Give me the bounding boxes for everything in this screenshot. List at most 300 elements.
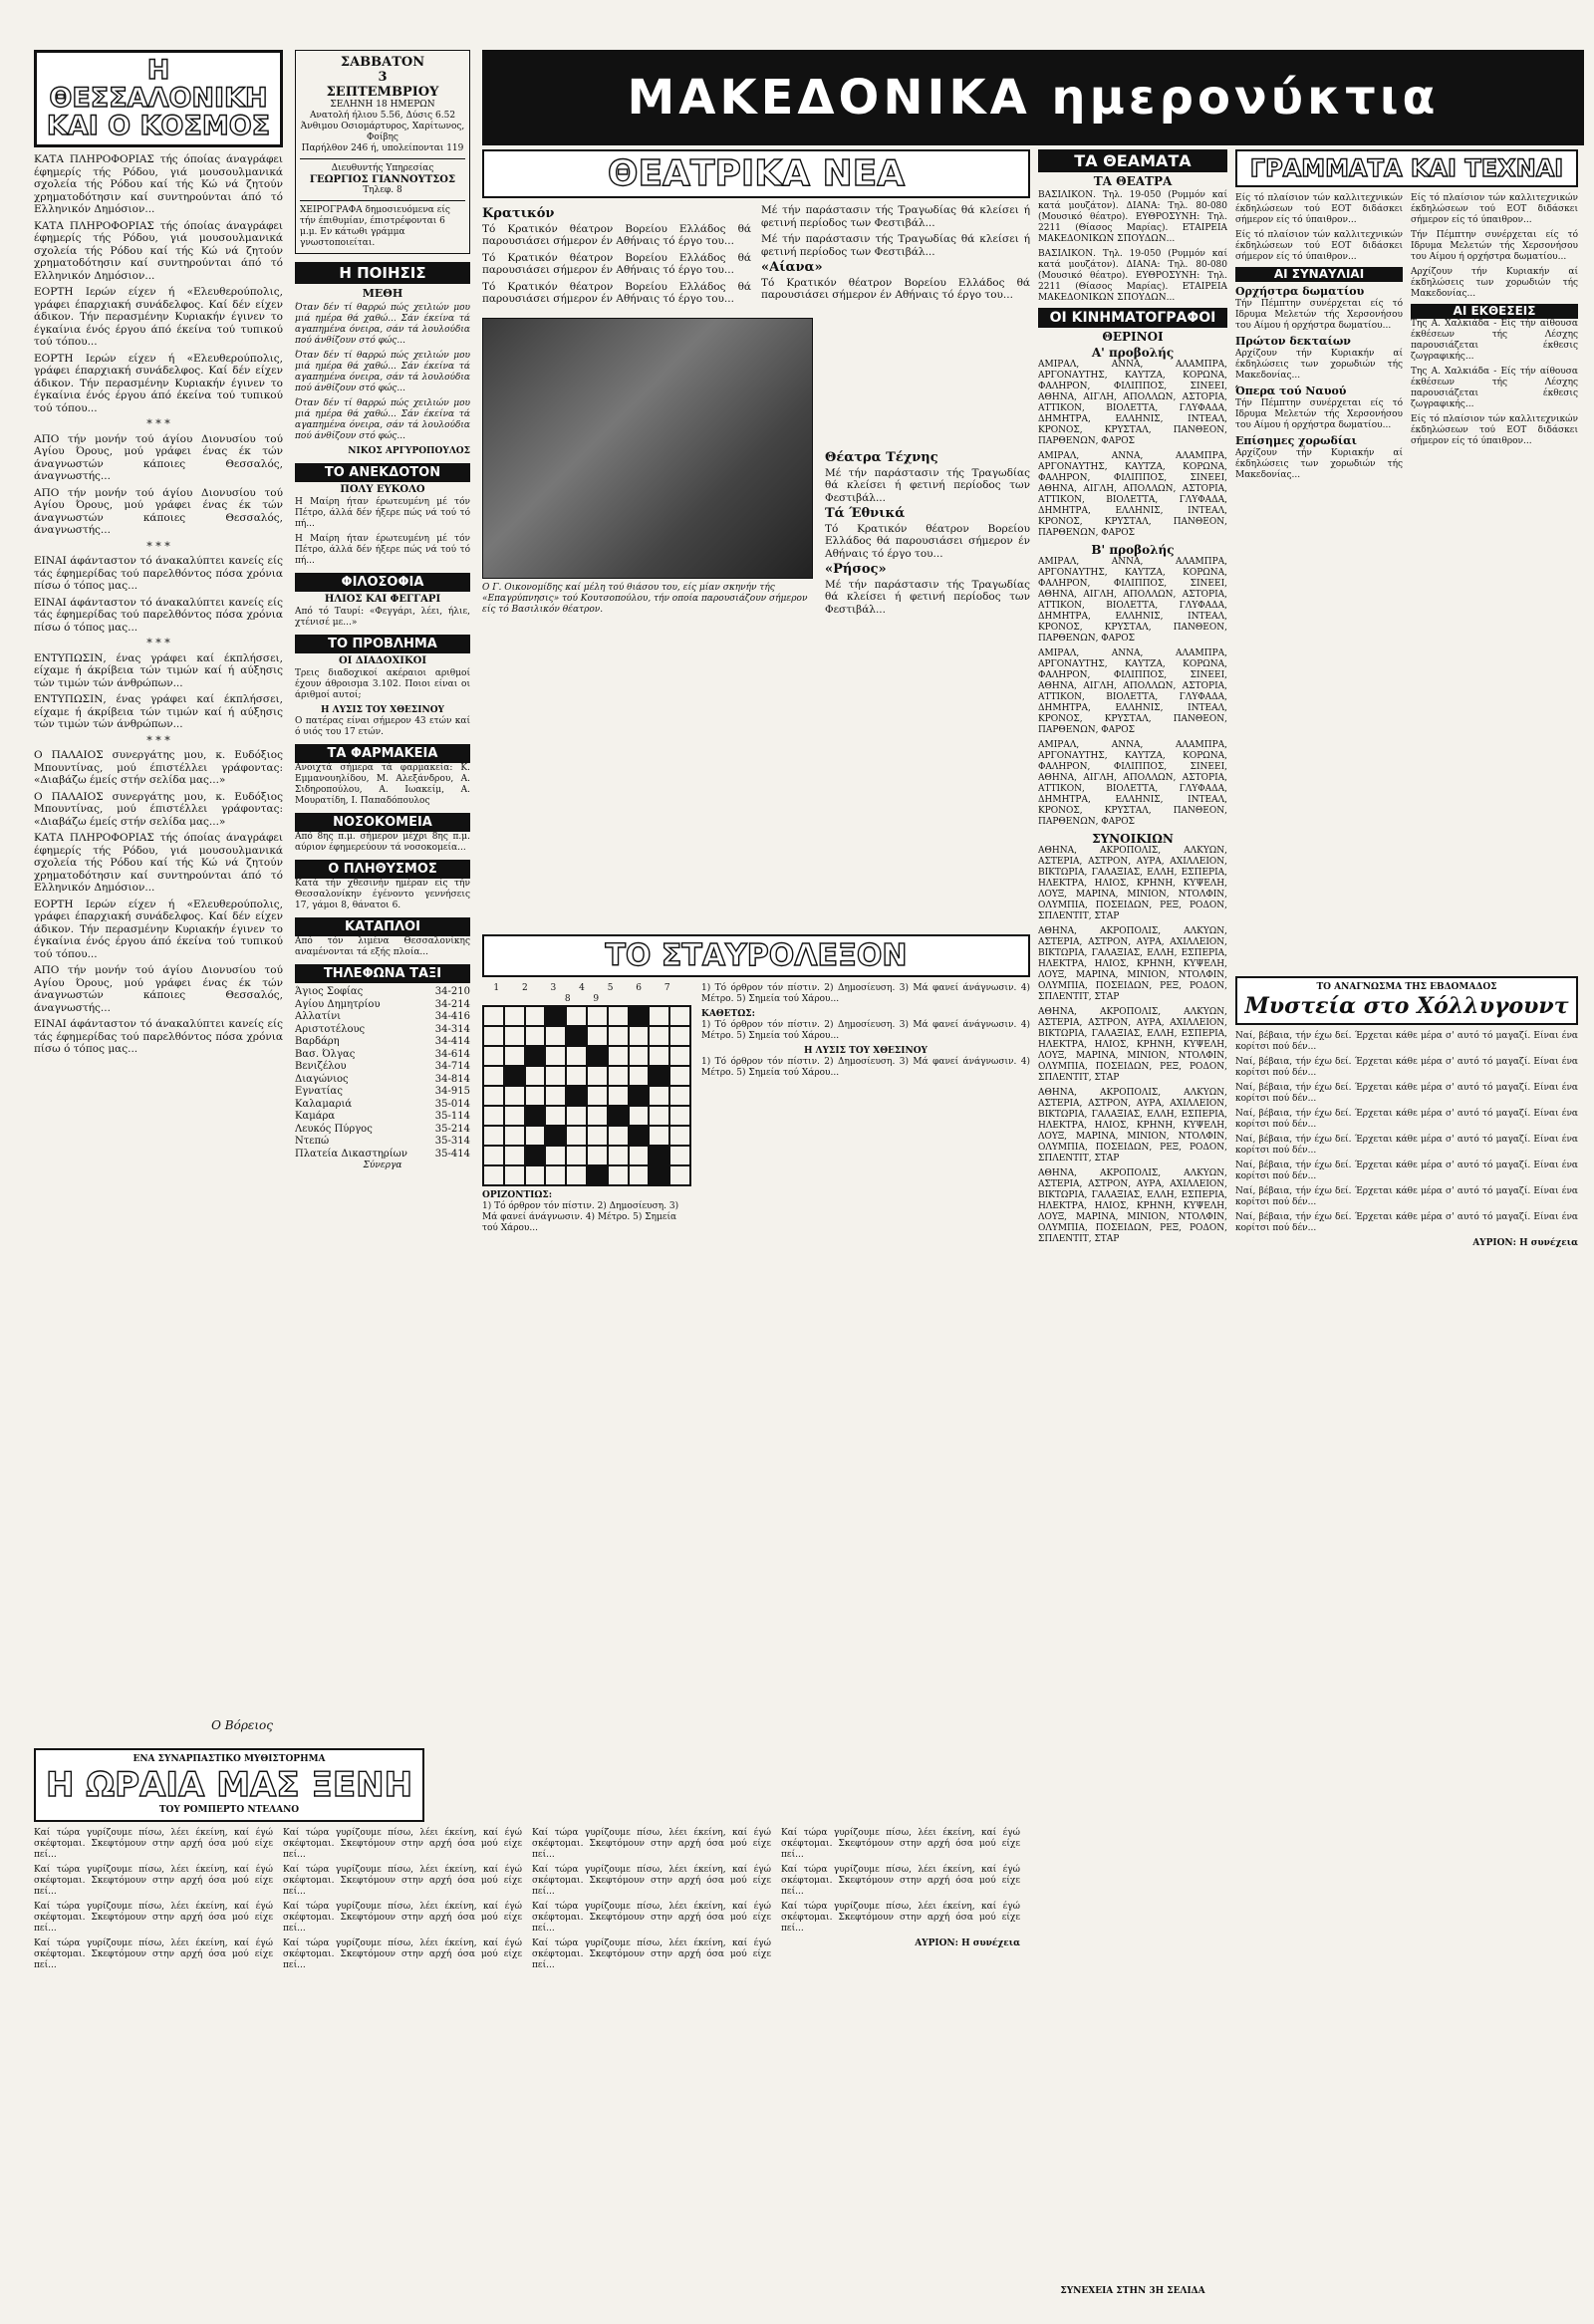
crossword-cell[interactable] bbox=[587, 1006, 608, 1026]
crossword-cell[interactable] bbox=[566, 1066, 587, 1086]
neighbourhoods-list: ΑΘΗΝΑ, ΑΚΡΟΠΟΛΙΣ, ΑΛΚΥΩΝ, ΑΣΤΕΡΙΑ, ΑΣΤΡΟΝ, ΑΥΡΑ, ΑΧΙΛΛΕΙΟΝ, ΒΙΚΤΩΡΙΑ, ΓΑΛΑΞΙΑΣ, ΕΛΛΗ, ΕΣΠΕΡΙΑ, ΗΛΕΚΤΡΑ, ΗΛΙΟΣ, ΚΡΗΝΗ, ΚΥΨΕΛΗ, ΛΟΥΞ, ΜΑΡΙΝΑ, ΜΙΝΙΟΝ, ΝΤΟΛΦΙΝ, ΟΛΥΜΠΙΑ, ΠΟΣΕΙΔΩΝ, ΡΕΞ, ΡΟΔΟΝ, ΣΠΛΕΝΤΙΤ, ΣΤΑΡ bbox=[1038, 926, 1227, 1002]
taxi-phone: 34-915 bbox=[434, 1086, 470, 1097]
taxi-row bbox=[295, 1049, 470, 1062]
continued-note: ΣΥΝΕΧΕΙΑ ΣΤΗΝ 3Η ΣΕΛΙΔΑ bbox=[1060, 2286, 1205, 2296]
pharmacies-text: Ανοιχτά σήμερα τά φαρμακεία: Κ. Εμμανουηλίδου, Μ. Αλεξάνδρου, Α. Σιδηροπούλου, Α. Ιωακείμ, Α. Μουρατίδη, Ι. Παπαδόπουλος bbox=[295, 763, 470, 806]
crossword-cell[interactable] bbox=[629, 1146, 650, 1165]
taxi-phone: 35-314 bbox=[434, 1136, 470, 1147]
crossword-cell[interactable] bbox=[504, 1106, 525, 1126]
crossword-cell[interactable] bbox=[545, 1046, 566, 1066]
cinemas-list: ΑΜΙΡΑΛ, ΑΝΝΑ, ΑΛΑΜΠΡΑ, ΑΡΓΟΝΑΥΤΗΣ, ΚΑΥΤΖΑ, ΚΟΡΩΝΑ, ΦΑΛΗΡΟΝ, ΦΙΛΙΠΠΟΣ, ΣΙΝΕΕΙ, ΑΘΗΝΑ, ΑΙΓΛΗ, ΑΠΟΛΛΩΝ, ΑΣΤΟΡΙΑ, ΑΤΤΙΚΟΝ, ΒΙΟΛΕΤΤΑ, ΓΛΥΦΑΔΑ, ΔΗΜΗΤΡΑ, ΕΛΛΗΝΙΣ, ΙΝΤΕΑΛ, ΚΡΟΝΟΣ, ΚΡΥΣΤΑΛ, ΠΑΝΘΕΟΝ, ΠΑΡΘΕΝΩΝ, ΦΑΡΟΣ bbox=[1038, 648, 1227, 735]
article-paragraph: ΕΟΡΤΗ Ιερών είχεν ή «Ελευθερούπολις, γράφει έπαρχιακή συνάδελφος. Καί δέν είχεν άδικον. Τήν περασμένην Κυριακήν έγινεν το έγκαίνια ένός έργου άπό έκείνα τού τυπικού τού τόπου... bbox=[34, 898, 283, 960]
problem-text: Τρεις διαδοχικοί ακέραιοι αριθμοί έχουν άθροισμα 3.102. Ποιοι είναι οι άριθμοί αυτοί; bbox=[295, 668, 470, 700]
section-title: Ο ΠΛΗΘΥΣΜΟΣ bbox=[295, 860, 470, 879]
taxi-stand: Αλλατίνι bbox=[295, 1011, 342, 1022]
section-subtitle: ΣΥΝΟΙΚΙΩΝ bbox=[1092, 832, 1174, 846]
theatre-section bbox=[482, 149, 1030, 926]
crossword-cell[interactable] bbox=[566, 1146, 587, 1165]
article-paragraph: Είς τό πλαίσιον τών καλλιτεχνικών έκδηλώσεων τού ΕΟΤ διδάσκει σήμερον είς τό ύπαιθρον... bbox=[1235, 230, 1403, 262]
date-day: ΣΑΒΒΑΤΟΝ bbox=[340, 55, 425, 70]
column-title bbox=[34, 50, 283, 147]
taxi-phone: 34-614 bbox=[434, 1048, 470, 1060]
article-paragraph: ΕΙΝΑΙ άφάνταστον τό άνακαλύπτει κανείς είς τάς έφημερίδας τού παρελθόντος πόσα χρόνια πίσω ό τόπος μας... bbox=[34, 1018, 283, 1055]
article-paragraph: Ο ΠΑΛΑΙΟΣ συνεργάτης μου, κ. Ευδόξιος Μπουντίνας, μού έπιστέλλει γράφοντας: «Διαβάζω έμείς στήν σελίδα μας...» bbox=[34, 790, 283, 828]
signature: Ο Βόρειος bbox=[211, 1718, 273, 1732]
crossword-cell[interactable] bbox=[629, 1165, 650, 1185]
phone-number: Τηλεφ. 8 bbox=[363, 185, 402, 195]
crossword-section bbox=[482, 934, 1030, 1243]
solution-label: Η ΛΥΣΙΣ ΤΟΥ ΧΘΕΣΙΝΟΥ bbox=[804, 1046, 928, 1056]
cinemas-list: ΑΜΙΡΑΛ, ΑΝΝΑ, ΑΛΑΜΠΡΑ, ΑΡΓΟΝΑΥΤΗΣ, ΚΑΥΤΖΑ, ΚΟΡΩΝΑ, ΦΑΛΗΡΟΝ, ΦΙΛΙΠΠΟΣ, ΣΙΝΕΕΙ, ΑΘΗΝΑ, ΑΙΓΛΗ, ΑΠΟΛΛΩΝ, ΑΣΤΟΡΙΑ, ΑΤΤΙΚΟΝ, ΒΙΟΛΕΤΤΑ, ΓΛΥΦΑΔΑ, ΔΗΜΗΤΡΑ, ΕΛΛΗΝΙΣ, ΙΝΤΕΑΛ, ΚΡΟΝΟΣ, ΚΡΥΣΤΑΛ, ΠΑΝΘΕΟΝ, ΠΑΡΘΕΝΩΝ, ΦΑΡΟΣ bbox=[1038, 360, 1227, 446]
taxi-phone: 34-214 bbox=[434, 998, 470, 1010]
crossword-clues: 1) Τό όρθρον τόν πίστιν. 2) Δημοσίευση. 3) Μά φανεί άνάγνωσιν. 4) Μέτρο. 5) Σημεία τού Χάρου... bbox=[701, 983, 1030, 1004]
taxi-list bbox=[295, 986, 470, 1161]
population-text: Κατά τήν χθεσινήν ημέραν είς τήν Θεσσαλονίκην έγένοντο γεννήσεις 17, γάμοι 8, θάνατοι 6. bbox=[295, 879, 470, 910]
banner bbox=[482, 50, 1584, 145]
subheading: Πρώτον δεκταίων bbox=[1235, 335, 1351, 348]
serial-author: ΤΟΥ ΡΟΜΠΕΡΤΟ ΝΤΕΛΑΝΟ bbox=[158, 1805, 300, 1815]
date-month: ΣΕΠΤΕΜΒΡΙΟΥ bbox=[326, 85, 439, 100]
crossword-cell[interactable] bbox=[545, 1026, 566, 1046]
crossword-cell[interactable] bbox=[545, 1006, 566, 1026]
neighbourhoods-list: ΑΘΗΝΑ, ΑΚΡΟΠΟΛΙΣ, ΑΛΚΥΩΝ, ΑΣΤΕΡΙΑ, ΑΣΤΡΟΝ, ΑΥΡΑ, ΑΧΙΛΛΕΙΟΝ, ΒΙΚΤΩΡΙΑ, ΓΑΛΑΞΙΑΣ, ΕΛΛΗ, ΕΣΠΕΡΙΑ, ΗΛΕΚΤΡΑ, ΗΛΙΟΣ, ΚΡΗΝΗ, ΚΥΨΕΛΗ, ΛΟΥΞ, ΜΑΡΙΝΑ, ΜΙΝΙΟΝ, ΝΤΟΛΦΙΝ, ΟΛΥΜΠΙΑ, ΠΟΣΕΙΔΩΝ, ΡΕΞ, ΡΟΔΟΝ, ΣΠΛΕΝΤΙΤ, ΣΤΑΡ bbox=[1038, 846, 1227, 921]
taxi-phone: 35-214 bbox=[434, 1123, 470, 1135]
crossword-cell[interactable] bbox=[608, 1066, 629, 1086]
crossword-cell[interactable] bbox=[669, 1165, 690, 1185]
section-title: ΤΑ ΘΕΑΜΑΤΑ bbox=[1038, 149, 1227, 172]
crossword-cell[interactable] bbox=[504, 1066, 525, 1086]
crossword-cell[interactable] bbox=[504, 1165, 525, 1185]
crossword-cell[interactable] bbox=[545, 1146, 566, 1165]
crossword-cell[interactable] bbox=[483, 1165, 504, 1185]
article-paragraph: ΑΠΟ τήν μονήν τού άγίου Διονυσίου τού Αγίου Όρους, μού γράφει ένας έκ τών άναγνωστών κάποιες Θεσσαλός, άναγνωστής... bbox=[34, 964, 283, 1014]
article-paragraph: ΕΟΡΤΗ Ιερών είχεν ή «Ελευθερούπολις, γράφει έπαρχιακή συνάδελφος. Καί δέν είχεν άδικον. Τήν περασμένην Κυριακήν έγινεν το έγκαίνια ένός έργου άπό έκείνα τού τυπικού τού τόπου... bbox=[34, 352, 283, 414]
taxi-phone: 34-314 bbox=[434, 1023, 470, 1035]
crossword-cell[interactable] bbox=[587, 1046, 608, 1066]
section-subtitle: Α' προβολής bbox=[1091, 346, 1175, 360]
sun-info: Ανατολή ήλιου 5.56, Δύσις 6.52 bbox=[309, 111, 456, 121]
serial-section bbox=[34, 1748, 1030, 2301]
crossword-cell[interactable] bbox=[566, 1126, 587, 1146]
subheading: «Ρήσος» bbox=[825, 562, 887, 577]
taxi-stand: Βαρδάρη bbox=[295, 1036, 340, 1047]
article-paragraph: Ναί, βέβαια, τήν έχω δεί. Έρχεται κάθε μέρα σ' αυτό τό μαγαζί. Είναι ένα κορίτσι πού δέν... bbox=[1235, 1186, 1578, 1207]
crossword-cell[interactable] bbox=[587, 1026, 608, 1046]
days-info: Παρήλθον 246 ή, υπολείπονται 119 bbox=[301, 143, 464, 153]
subheading: Κρατικόν bbox=[482, 206, 555, 221]
crossword-cell[interactable] bbox=[545, 1106, 566, 1126]
title-line-1: Η ΘΕΣΣΑΛΟΝΙΚΗ bbox=[49, 55, 268, 114]
weekly-title: Μυστεία στο Χόλλυγουντ bbox=[1244, 993, 1569, 1019]
crossword-cell[interactable] bbox=[504, 1046, 525, 1066]
crossword-cell[interactable] bbox=[483, 1106, 504, 1126]
crossword-cell[interactable] bbox=[566, 1165, 587, 1185]
crossword-cell[interactable] bbox=[608, 1165, 629, 1185]
section-title: ΚΑΤΑΠΛΟΙ bbox=[295, 917, 470, 936]
subheading: Ορχήστρα δωματίου bbox=[1235, 285, 1365, 298]
taxi-stand: Εγνατίας bbox=[295, 1086, 343, 1097]
poem-text: Όταν δέν τί θαρρώ πώς χειλιών μου μιά ημέρα θά χαθώ... Σάν έκείνα τά αγαπημένα όνειρα, σάν τά λουλούδια πού άνθίζουν στό φώς... bbox=[295, 398, 470, 441]
crossword-cell[interactable] bbox=[649, 1146, 669, 1165]
taxi-row bbox=[295, 1149, 470, 1162]
serial-header: ΕΝΑ ΣΥΝΑΡΠΑΣΤΙΚΟ ΜΥΘΙΣΤΟΡΗΜΑ bbox=[133, 1754, 326, 1764]
crossword-cell[interactable] bbox=[608, 1046, 629, 1066]
article-paragraph: Είς τό πλαίσιον τών καλλιτεχνικών έκδηλώσεων τού ΕΟΤ διδάσκει σήμερον είς τό ύπαιθρον... bbox=[1411, 414, 1578, 446]
crossword-cell[interactable] bbox=[483, 1086, 504, 1106]
crossword-cell[interactable] bbox=[545, 1066, 566, 1086]
crossword-cell[interactable] bbox=[525, 1146, 546, 1165]
taxi-stand: Διαγώνιος bbox=[295, 1073, 349, 1085]
crossword-cell[interactable] bbox=[669, 1006, 690, 1026]
taxi-stand: Καλαμαριά bbox=[295, 1098, 353, 1110]
taxi-phone: 35-014 bbox=[434, 1098, 470, 1110]
article-paragraph: Είς τό πλαίσιον τών καλλιτεχνικών έκδηλώσεων τού ΕΟΤ διδάσκει σήμερον είς τό ύπαιθρον... bbox=[1235, 193, 1403, 225]
article-paragraph: Καί τώρα γυρίζουμε πίσω, λέει έκείνη, καί έγώ σκέφτομαι. Σκεφτόμουν στην αρχή όσα μού είχε πεί... bbox=[34, 1902, 273, 1934]
crossword-cell[interactable] bbox=[587, 1165, 608, 1185]
article-paragraph: Καί τώρα γυρίζουμε πίσω, λέει έκείνη, καί έγώ σκέφτομαι. Σκεφτόμουν στην αρχή όσα μού είχε πεί... bbox=[34, 1938, 273, 1970]
article-paragraph: Ναί, βέβαια, τήν έχω δεί. Έρχεται κάθε μέρα σ' αυτό τό μαγαζί. Είναι ένα κορίτσι πού δέν... bbox=[1235, 1031, 1578, 1052]
section-subtitle: ΜΕΘΗ bbox=[362, 287, 403, 300]
banner-title: ΜΑΚΕΔΟΝΙΚΑ ημερονύκτια bbox=[627, 70, 1440, 126]
crossword-cell[interactable] bbox=[649, 1026, 669, 1046]
anecdote-text: Η Μαίρη ήταν έρωτευμένη μέ τόν Πέτρο, άλλά δέν ήξερε πώς νά τού τό πή... bbox=[295, 497, 470, 529]
section-title: ΘΕΑΤΡΙΚΑ ΝΕΑ bbox=[482, 149, 1030, 198]
article-paragraph: Της Α. Χαλκιάδα - Είς τήν αίθουσα έκθέσεων τής Λέσχης παρουσιάζεται έκθεσις ζωγραφικής... bbox=[1411, 319, 1578, 362]
taxi-row bbox=[295, 1086, 470, 1099]
crossword-cell[interactable] bbox=[566, 1086, 587, 1106]
taxi-stand: Βενιζέλου bbox=[295, 1061, 347, 1072]
crossword-cell[interactable] bbox=[669, 1126, 690, 1146]
answer-text: Ο πατέρας είναι σήμερον 43 ετών καί ό υιός του 17 ετών. bbox=[295, 716, 470, 737]
article-paragraph: Καί τώρα γυρίζουμε πίσω, λέει έκείνη, καί έγώ σκέφτομαι. Σκεφτόμουν στην αρχή όσα μού είχε πεί... bbox=[532, 1902, 771, 1934]
taxi-phone: 34-210 bbox=[434, 986, 470, 997]
continued-note: ΑΥΡΙΟΝ: Η συνέχεια bbox=[915, 1938, 1020, 1948]
crossword-cell[interactable] bbox=[566, 1026, 587, 1046]
cinemas-list: ΑΜΙΡΑΛ, ΑΝΝΑ, ΑΛΑΜΠΡΑ, ΑΡΓΟΝΑΥΤΗΣ, ΚΑΥΤΖΑ, ΚΟΡΩΝΑ, ΦΑΛΗΡΟΝ, ΦΙΛΙΠΠΟΣ, ΣΙΝΕΕΙ, ΑΘΗΝΑ, ΑΙΓΛΗ, ΑΠΟΛΛΩΝ, ΑΣΤΟΡΙΑ, ΑΤΤΙΚΟΝ, ΒΙΟΛΕΤΤΑ, ΓΛΥΦΑΔΑ, ΔΗΜΗΤΡΑ, ΕΛΛΗΝΙΣ, ΙΝΤΕΑΛ, ΚΡΟΝΟΣ, ΚΡΥΣΤΑΛ, ΠΑΝΘΕΟΝ, ΠΑΡΘΕΝΩΝ, ΦΑΡΟΣ bbox=[1038, 557, 1227, 644]
crossword-cell[interactable] bbox=[587, 1126, 608, 1146]
article-paragraph: ΕΙΝΑΙ άφάνταστον τό άνακαλύπτει κανείς είς τάς έφημερίδας τού παρελθόντος πόσα χρόνια πίσω ό τόπος μας... bbox=[34, 555, 283, 592]
theatres-list: ΒΑΣΙΛΙΚΟΝ. Τηλ. 19-050 (Ρυμμόν καί κατά μουζάτον). ΔΙΑΝΑ: Τηλ. 80-080 (Μουσικό θέατρο). ΕΥΘΡΟΣΥΝΗ: Τηλ. 2211 (Θίασος Μαρίας). ΕΤΑΙΡΕΙΑ ΜΑΚΕΔΟΝΙΚΩΝ ΣΠΟΥΔΩΝ... bbox=[1038, 249, 1227, 303]
taxi-stand: Αγίου Δημητρίου bbox=[295, 998, 381, 1010]
info-column bbox=[295, 50, 470, 1738]
crossword-cell[interactable] bbox=[545, 1165, 566, 1185]
taxi-row bbox=[295, 1036, 470, 1049]
article-paragraph: Ναί, βέβαια, τήν έχω δεί. Έρχεται κάθε μέρα σ' αυτό τό μαγαζί. Είναι ένα κορίτσι πού δέν... bbox=[1235, 1212, 1578, 1233]
section-title: Η ΠΟΙΗΣΙΣ bbox=[295, 262, 470, 284]
article-paragraph: Ναί, βέβαια, τήν έχω δεί. Έρχεται κάθε μέρα σ' αυτό τό μαγαζί. Είναι ένα κορίτσι πού δέν... bbox=[1235, 1135, 1578, 1156]
article-paragraph: ΕΙΝΑΙ άφάνταστον τό άνακαλύπτει κανείς είς τάς έφημερίδας τού παρελθόντος πόσα χρόνια πίσω ό τόπος μας... bbox=[34, 596, 283, 634]
moon-info: ΣΕΛΗΝΗ 18 ΗΜΕΡΩΝ bbox=[330, 100, 435, 110]
article-paragraph: Τό Κρατικόν θέατρον Βορείου Ελλάδος θά παρουσιάσει σήμερον έν Αθήναις τό έργο του... bbox=[482, 222, 751, 247]
vertical-label: ΚΑΘΕΤΩΣ: bbox=[701, 1009, 755, 1019]
article-paragraph: Καί τώρα γυρίζουμε πίσω, λέει έκείνη, καί έγώ σκέφτομαι. Σκεφτόμουν στην αρχή όσα μού είχε πεί... bbox=[532, 1938, 771, 1970]
article-paragraph: Ναί, βέβαια, τήν έχω δεί. Έρχεται κάθε μέρα σ' αυτό τό μαγαζί. Είναι ένα κορίτσι πού δέν... bbox=[1235, 1083, 1578, 1104]
crossword-cell[interactable] bbox=[608, 1146, 629, 1165]
article-paragraph: ΑΠΟ τήν μονήν τού άγίου Διονυσίου τού Αγίου Όρους, μού γράφει ένας έκ τών άναγνωστών κάποιες Θεσσαλός, άναγνωστής... bbox=[34, 432, 283, 482]
article-paragraph: Είς τό πλαίσιον τών καλλιτεχνικών έκδηλώσεων τού ΕΟΤ διδάσκει σήμερον είς τό ύπαιθρον... bbox=[1411, 193, 1578, 225]
separator: * * * bbox=[146, 637, 170, 649]
crossword-cell[interactable] bbox=[608, 1106, 629, 1126]
poem-author: ΝΙΚΟΣ ΑΡΓΥΡΟΠΟΥΛΟΣ bbox=[348, 446, 470, 456]
article-paragraph: Καί τώρα γυρίζουμε πίσω, λέει έκείνη, καί έγώ σκέφτομαι. Σκεφτόμουν στην αρχή όσα μού είχε πεί... bbox=[781, 1828, 1020, 1860]
article-paragraph: Τήν Πέμπτην συνέρχεται είς τό Ιδρυμα Μελετών τής Χερσονήσου του Αίμου ή ορχήστρα δωματίου... bbox=[1411, 230, 1578, 262]
crossword-cell[interactable] bbox=[669, 1086, 690, 1106]
neighbourhoods-list: ΑΘΗΝΑ, ΑΚΡΟΠΟΛΙΣ, ΑΛΚΥΩΝ, ΑΣΤΕΡΙΑ, ΑΣΤΡΟΝ, ΑΥΡΑ, ΑΧΙΛΛΕΙΟΝ, ΒΙΚΤΩΡΙΑ, ΓΑΛΑΞΙΑΣ, ΕΛΛΗ, ΕΣΠΕΡΙΑ, ΗΛΕΚΤΡΑ, ΗΛΙΟΣ, ΚΡΗΝΗ, ΚΥΨΕΛΗ, ΛΟΥΞ, ΜΑΡΙΝΑ, ΜΙΝΙΟΝ, ΝΤΟΛΦΙΝ, ΟΛΥΜΠΙΑ, ΠΟΣΕΙΔΩΝ, ΡΕΞ, ΡΟΔΟΝ, ΣΠΛΕΝΤΙΤ, ΣΤΑΡ bbox=[1038, 1007, 1227, 1083]
taxi-stand: Άγιος Σοφίας bbox=[295, 986, 364, 997]
section-title: ΑΙ ΕΚΘΕΣΕΙΣ bbox=[1411, 304, 1578, 319]
crossword-cell[interactable] bbox=[504, 1006, 525, 1026]
article-paragraph: Ναί, βέβαια, τήν έχω δεί. Έρχεται κάθε μέρα σ' αυτό τό μαγαζί. Είναι ένα κορίτσι πού δέν... bbox=[1235, 1057, 1578, 1078]
crossword-cell[interactable] bbox=[566, 1006, 587, 1026]
crossword-cell[interactable] bbox=[629, 1046, 650, 1066]
crossword-cell[interactable] bbox=[649, 1006, 669, 1026]
arrivals-text: Από τόν λιμένα Θεσσαλονίκης αναμένονται τά εξής πλοία... bbox=[295, 936, 470, 957]
crossword-cell[interactable] bbox=[587, 1146, 608, 1165]
article-paragraph: Τήν Πέμπτην συνέρχεται είς τό Ιδρυμα Μελετών τής Χερσονήσου του Αίμου ή ορχήστρα δωματίου... bbox=[1235, 398, 1403, 430]
spectacles-column bbox=[1038, 149, 1227, 2301]
article-paragraph: Καί τώρα γυρίζουμε πίσω, λέει έκείνη, καί έγώ σκέφτομαι. Σκεφτόμουν στην αρχή όσα μού είχε πεί... bbox=[34, 1865, 273, 1897]
article-paragraph: Τό Κρατικόν θέατρον Βορείου Ελλάδος θά παρουσιάσει σήμερον έν Αθήναις τό έργο του... bbox=[761, 276, 1030, 301]
article-paragraph: Αρχίζουν τήν Κυριακήν αί έκδηλώσεις των χορωδιών τής Μακεδονίας... bbox=[1411, 267, 1578, 299]
hospitals-text: Από 8ης π.μ. σήμερον μέχρι 8ης π.μ. αύριον έφημερεύουν τά νοσοκομεία... bbox=[295, 832, 470, 853]
taxi-phone: 34-416 bbox=[434, 1011, 470, 1022]
theatres-list: ΒΑΣΙΛΙΚΟΝ. Τηλ. 19-050 (Ρυμμόν καί κατά μουζάτον). ΔΙΑΝΑ: Τηλ. 80-080 (Μουσικό θέατρο). ΕΥΘΡΟΣΥΝΗ: Τηλ. 2211 (Θίασος Μαρίας). ΕΤΑΙΡΕΙΑ ΜΑΚΕΔΟΝΙΚΩΝ ΣΠΟΥΔΩΝ... bbox=[1038, 190, 1227, 244]
crossword-grid[interactable] bbox=[482, 1005, 691, 1186]
article-paragraph: ΚΑΤΑ ΠΛΗΡΟΦΟΡΙΑΣ τής όποίας άναγράφει έφημερίς τής Ρόδου, γιά μουσουλμανικά σχολεία τής Ρόδου καί τής Κώ νά ζητούν χρηματοδότησιν καί συντηρούνται άπό τό Ελληνικόν Δημόσιον... bbox=[34, 219, 283, 282]
taxi-row bbox=[295, 999, 470, 1012]
editorial-note: ΧΕΙΡΟΓΡΑΦΑ δημοσιευόμενα είς τήν έπιθυμίαν, έπιστρέφονται 6 μ.μ. Εν κάτωθι γράμμα γνωστοποιείται. bbox=[300, 205, 450, 248]
crossword-cell[interactable] bbox=[504, 1126, 525, 1146]
crossword-cell[interactable] bbox=[525, 1026, 546, 1046]
philosophy-text: Από τό Ταυρί: «Φεγγάρι, λέει, ήλιε, χτένισέ με...» bbox=[295, 607, 470, 628]
taxi-phone: 35-414 bbox=[434, 1148, 470, 1160]
taxi-row bbox=[295, 1061, 470, 1074]
horizontal-label: ΟΡΙΖΟΝΤΙΩΣ: bbox=[482, 1190, 553, 1200]
article-paragraph: Τό Κρατικόν θέατρον Βορείου Ελλάδος θά παρουσιάσει σήμερον έν Αθήναις τό έργο του... bbox=[482, 280, 751, 305]
crossword-cell[interactable] bbox=[545, 1086, 566, 1106]
article-paragraph: ΕΟΡΤΗ Ιερών είχεν ή «Ελευθερούπολις, γράφει έπαρχιακή συνάδελφος. Καί δέν είχεν άδικον. Τήν περασμένην Κυριακήν έγινεν το έγκαίνια ένός έργου άπό έκείνα τού τυπικού τού τόπου... bbox=[34, 286, 283, 348]
weekly-header: ΤΟ ΑΝΑΓΝΩΣΜΑ ΤΗΣ ΕΒΔΟΜΑΔΟΣ bbox=[1316, 982, 1497, 992]
weekly-section bbox=[1235, 976, 1578, 2301]
crossword-cell[interactable] bbox=[669, 1066, 690, 1086]
crossword-cell[interactable] bbox=[649, 1106, 669, 1126]
newspaper-page bbox=[34, 50, 1578, 2301]
separator: * * * bbox=[146, 417, 170, 430]
crossword-cell[interactable] bbox=[483, 1026, 504, 1046]
article-paragraph: Καί τώρα γυρίζουμε πίσω, λέει έκείνη, καί έγώ σκέφτομαι. Σκεφτόμουν στην αρχή όσα μού είχε πεί... bbox=[781, 1902, 1020, 1934]
crossword-cell[interactable] bbox=[525, 1165, 546, 1185]
section-subtitle: ΗΛΙΟΣ ΚΑΙ ΦΕΓΓΑΡΙ bbox=[324, 594, 441, 605]
section-title: ΝΟΣΟΚΟΜΕΙΑ bbox=[295, 813, 470, 832]
poem-text: Όταν δέν τί θαρρώ πώς χειλιών μου μιά ημέρα θά χαθώ... Σάν έκείνα τά αγαπημένα όνειρα, σάν τά λουλούδια πού άνθίζουν στό φώς... bbox=[295, 351, 470, 393]
article-paragraph: ΕΝΤΥΠΩΣΙΝ, ένας γράφει καί έκπλήσσει, είχαμε ή άκρίβεια τών τιμών καί ή αύξησις τών τιμών τών άνθρώπων... bbox=[34, 651, 283, 689]
crossword-cell[interactable] bbox=[566, 1106, 587, 1126]
neighbourhoods-list: ΑΘΗΝΑ, ΑΚΡΟΠΟΛΙΣ, ΑΛΚΥΩΝ, ΑΣΤΕΡΙΑ, ΑΣΤΡΟΝ, ΑΥΡΑ, ΑΧΙΛΛΕΙΟΝ, ΒΙΚΤΩΡΙΑ, ΓΑΛΑΞΙΑΣ, ΕΛΛΗ, ΕΣΠΕΡΙΑ, ΗΛΕΚΤΡΑ, ΗΛΙΟΣ, ΚΡΗΝΗ, ΚΥΨΕΛΗ, ΛΟΥΞ, ΜΑΡΙΝΑ, ΜΙΝΙΟΝ, ΝΤΟΛΦΙΝ, ΟΛΥΜΠΙΑ, ΠΟΣΕΙΔΩΝ, ΡΕΞ, ΡΟΔΟΝ, ΣΠΛΕΝΤΙΤ, ΣΤΑΡ bbox=[1038, 1088, 1227, 1163]
article-paragraph: Καί τώρα γυρίζουμε πίσω, λέει έκείνη, καί έγώ σκέφτομαι. Σκεφτόμουν στην αρχή όσα μού είχε πεί... bbox=[283, 1902, 522, 1934]
crossword-cell[interactable] bbox=[587, 1086, 608, 1106]
crossword-cell[interactable] bbox=[483, 1046, 504, 1066]
subheading: Όπερα τού Ναυού bbox=[1235, 385, 1347, 397]
crossword-cell[interactable] bbox=[629, 1066, 650, 1086]
crossword-clues: 1) Τό όρθρον τόν πίστιν. 2) Δημοσίευση. 3) Μά φανεί άνάγνωσιν. 4) Μέτρο. 5) Σημεία τού Χάρου... bbox=[701, 1057, 1030, 1078]
section-subtitle: ΤΑ ΘΕΑΤΡΑ bbox=[1093, 174, 1173, 188]
crossword-cell[interactable] bbox=[669, 1026, 690, 1046]
taxi-row bbox=[295, 986, 470, 999]
crossword-cell[interactable] bbox=[669, 1146, 690, 1165]
crossword-cell[interactable] bbox=[669, 1046, 690, 1066]
theatre-photo bbox=[482, 318, 813, 579]
title-line-2: ΚΑΙ Ο ΚΟΣΜΟΣ bbox=[46, 111, 271, 141]
section-title: ΦΙΛΟΣΟΦΙΑ bbox=[295, 573, 470, 592]
taxi-stand: Λευκός Πύργος bbox=[295, 1123, 373, 1135]
article-paragraph: Τό Κρατικόν θέατρον Βορείου Ελλάδος θά παρουσιάσει σήμερον έν Αθήναις τό έργο του... bbox=[825, 522, 1030, 560]
cinemas-list: ΑΜΙΡΑΛ, ΑΝΝΑ, ΑΛΑΜΠΡΑ, ΑΡΓΟΝΑΥΤΗΣ, ΚΑΥΤΖΑ, ΚΟΡΩΝΑ, ΦΑΛΗΡΟΝ, ΦΙΛΙΠΠΟΣ, ΣΙΝΕΕΙ, ΑΘΗΝΑ, ΑΙΓΛΗ, ΑΠΟΛΛΩΝ, ΑΣΤΟΡΙΑ, ΑΤΤΙΚΟΝ, ΒΙΟΛΕΤΤΑ, ΓΛΥΦΑΔΑ, ΔΗΜΗΤΡΑ, ΕΛΛΗΝΙΣ, ΙΝΤΕΑΛ, ΚΡΟΝΟΣ, ΚΡΥΣΤΑΛ, ΠΑΝΘΕΟΝ, ΠΑΡΘΕΝΩΝ, ΦΑΡΟΣ bbox=[1038, 740, 1227, 827]
section-title: ΤΟ ΠΡΟΒΛΗΜΑ bbox=[295, 635, 470, 653]
article-paragraph: Καί τώρα γυρίζουμε πίσω, λέει έκείνη, καί έγώ σκέφτομαι. Σκεφτόμουν στην αρχή όσα μού είχε πεί... bbox=[532, 1865, 771, 1897]
crossword-cell[interactable] bbox=[608, 1026, 629, 1046]
director-name: ΓΕΩΡΓΙΟΣ ΓΙΑΝΝΟΥΤΣΟΣ bbox=[309, 174, 456, 185]
photo-caption: Ο Γ. Οικονομίδης καί μέλη τού θιάσου του, είς μίαν σκηνήν τής «Επαγρύπνησις» τού Κουτσοπούλου, τήν οποία παρουσιάζουν σήμερον είς τό Βασιλικόν θέατρον. bbox=[482, 582, 808, 615]
section-title: ΤΟ ΣΤΑΥΡΟΛΕΞΟΝ bbox=[482, 934, 1030, 977]
crossword-cell[interactable] bbox=[525, 1106, 546, 1126]
article-paragraph: ΑΠΟ τήν μονήν τού άγίου Διονυσίου τού Αγίου Όρους, μού γράφει ένας έκ τών άναγνωστών κάποιες Θεσσαλός, άναγνωστής... bbox=[34, 486, 283, 536]
taxi-phone: 34-414 bbox=[434, 1036, 470, 1047]
crossword-cell[interactable] bbox=[649, 1066, 669, 1086]
section-title: ΟΙ ΚΙΝΗΜΑΤΟΓΡΑΦΟΙ bbox=[1038, 308, 1227, 328]
crossword-cell[interactable] bbox=[629, 1006, 650, 1026]
answer-title: Η ΛΥΣΙΣ ΤΟΥ ΧΘΕΣΙΝΟΥ bbox=[321, 705, 444, 715]
section-title: ΑΙ ΣΥΝΑΥΛΙΑΙ bbox=[1235, 267, 1403, 282]
article-paragraph: Αρχίζουν τήν Κυριακήν αί έκδηλώσεις των χορωδιών τής Μακεδονίας... bbox=[1235, 448, 1403, 480]
section-subtitle: ΟΙ ΔΙΑΔΟΧΙΚΟΙ bbox=[338, 655, 427, 666]
crossword-cell[interactable] bbox=[608, 1006, 629, 1026]
crossword-cell[interactable] bbox=[525, 1046, 546, 1066]
serial-title: Η ΩΡΑΙΑ ΜΑΣ ΞΕΝΗ bbox=[45, 1765, 413, 1805]
crossword-clues: 1) Τό όρθρον τόν πίστιν. 2) Δημοσίευση. 3) Μά φανεί άνάγνωσιν. 4) Μέτρο. 5) Σημεία τού Χάρου... bbox=[701, 1020, 1030, 1041]
taxi-stand: Καμάρα bbox=[295, 1111, 336, 1122]
taxi-stand: Αριστοτέλους bbox=[295, 1023, 366, 1035]
section-subtitle: ΘΕΡΙΝΟΙ bbox=[1102, 330, 1164, 344]
section-title: ΤΗΛΕΦΩΝΑ ΤΑΞΙ bbox=[295, 964, 470, 983]
crossword-cell[interactable] bbox=[629, 1126, 650, 1146]
crossword-cell[interactable] bbox=[545, 1126, 566, 1146]
section-title: ΓΡΑΜΜΑΤΑ ΚΑΙ ΤΕΧΝΑΙ bbox=[1235, 149, 1578, 187]
article-paragraph: Τό Κρατικόν θέατρον Βορείου Ελλάδος θά παρουσιάσει σήμερον έν Αθήναις τό έργο του... bbox=[482, 251, 751, 276]
article-paragraph: Ναί, βέβαια, τήν έχω δεί. Έρχεται κάθε μέρα σ' αυτό τό μαγαζί. Είναι ένα κορίτσι πού δέν... bbox=[1235, 1109, 1578, 1130]
crossword-cell[interactable] bbox=[649, 1126, 669, 1146]
letters-section bbox=[1235, 149, 1578, 966]
crossword-cell[interactable] bbox=[483, 1126, 504, 1146]
crossword-cell[interactable] bbox=[483, 1146, 504, 1165]
crossword-cell[interactable] bbox=[587, 1106, 608, 1126]
crossword-cell[interactable] bbox=[608, 1126, 629, 1146]
article-paragraph: Μέ τήν παράστασιν τής Τραγωδίας θά κλείσει ή φετινή περίοδος των Φεστιβάλ... bbox=[825, 466, 1030, 504]
crossword-cell[interactable] bbox=[504, 1026, 525, 1046]
continued-note: ΑΥΡΙΟΝ: Η συνέχεια bbox=[1472, 1238, 1578, 1248]
taxi-phone: 34-714 bbox=[434, 1061, 470, 1072]
article-paragraph: Μέ τήν παράστασιν τής Τραγωδίας θά κλείσει ή φετινή περίοδος των Φεστιβάλ... bbox=[825, 578, 1030, 616]
crossword-cell[interactable] bbox=[629, 1026, 650, 1046]
article-paragraph: ΚΑΤΑ ΠΛΗΡΟΦΟΡΙΑΣ τής όποίας άναγράφει έφημερίς τής Ρόδου, γιά μουσουλμανικά σχολεία τής Ρόδου καί τής Κώ νά ζητούν χρηματοδότησιν καί συντηρούνται άπό τό Ελληνικόν Δημόσιον... bbox=[34, 832, 283, 894]
subheading: Επίσημες χορωδίαι bbox=[1235, 434, 1357, 447]
taxi-row bbox=[295, 1099, 470, 1112]
taxi-row bbox=[295, 1124, 470, 1137]
date-box bbox=[295, 50, 470, 254]
crossword-cell[interactable] bbox=[649, 1165, 669, 1185]
section-title: ΤΑ ΦΑΡΜΑΚΕΙΑ bbox=[295, 744, 470, 763]
left-column bbox=[34, 50, 283, 1738]
article-paragraph: ΕΝΤΥΠΩΣΙΝ, ένας γράφει καί έκπλήσσει, είχαμε ή άκρίβεια τών τιμών καί ή αύξησις τών τιμών τών άνθρώπων... bbox=[34, 693, 283, 730]
taxi-stand: Ντεπώ bbox=[295, 1136, 330, 1147]
article-paragraph: Μέ τήν παράστασιν τής Τραγωδίας θά κλείσει ή φετινή περίοδος των Φεστιβάλ... bbox=[761, 233, 1030, 258]
date-number: 3 bbox=[378, 70, 388, 85]
taxi-phone: 34-814 bbox=[434, 1073, 470, 1085]
subheading: «Αίανα» bbox=[761, 260, 823, 275]
article-paragraph: Της Α. Χαλκιάδα - Είς τήν αίθουσα έκθέσεων τής Λέσχης παρουσιάζεται έκθεσις ζωγραφικής... bbox=[1411, 367, 1578, 409]
crossword-cell[interactable] bbox=[669, 1106, 690, 1126]
crossword-cell[interactable] bbox=[566, 1046, 587, 1066]
taxi-stand: Πλατεία Δικαστηρίων bbox=[295, 1148, 407, 1160]
neighbourhoods-list: ΑΘΗΝΑ, ΑΚΡΟΠΟΛΙΣ, ΑΛΚΥΩΝ, ΑΣΤΕΡΙΑ, ΑΣΤΡΟΝ, ΑΥΡΑ, ΑΧΙΛΛΕΙΟΝ, ΒΙΚΤΩΡΙΑ, ΓΑΛΑΞΙΑΣ, ΕΛΛΗ, ΕΣΠΕΡΙΑ, ΗΛΕΚΤΡΑ, ΗΛΙΟΣ, ΚΡΗΝΗ, ΚΥΨΕΛΗ, ΛΟΥΞ, ΜΑΡΙΝΑ, ΜΙΝΙΟΝ, ΝΤΟΛΦΙΝ, ΟΛΥΜΠΙΑ, ΠΟΣΕΙΔΩΝ, ΡΕΞ, ΡΟΔΟΝ, ΣΠΛΕΝΤΙΤ, ΣΤΑΡ bbox=[1038, 1168, 1227, 1244]
article-paragraph: Καί τώρα γυρίζουμε πίσω, λέει έκείνη, καί έγώ σκέφτομαι. Σκεφτόμουν στην αρχή όσα μού είχε πεί... bbox=[781, 1865, 1020, 1897]
crossword-cell[interactable] bbox=[587, 1066, 608, 1086]
article-paragraph: Καί τώρα γυρίζουμε πίσω, λέει έκείνη, καί έγώ σκέφτομαι. Σκεφτόμουν στην αρχή όσα μού είχε πεί... bbox=[283, 1828, 522, 1860]
crossword-cell[interactable] bbox=[649, 1086, 669, 1106]
separator: * * * bbox=[146, 539, 170, 553]
cinemas-list: ΑΜΙΡΑΛ, ΑΝΝΑ, ΑΛΑΜΠΡΑ, ΑΡΓΟΝΑΥΤΗΣ, ΚΑΥΤΖΑ, ΚΟΡΩΝΑ, ΦΑΛΗΡΟΝ, ΦΙΛΙΠΠΟΣ, ΣΙΝΕΕΙ, ΑΘΗΝΑ, ΑΙΓΛΗ, ΑΠΟΛΛΩΝ, ΑΣΤΟΡΙΑ, ΑΤΤΙΚΟΝ, ΒΙΟΛΕΤΤΑ, ΓΛΥΦΑΔΑ, ΔΗΜΗΤΡΑ, ΕΛΛΗΝΙΣ, ΙΝΤΕΑΛ, ΚΡΟΝΟΣ, ΚΡΥΣΤΑΛ, ΠΑΝΘΕΟΝ, ΠΑΡΘΕΝΩΝ, ΦΑΡΟΣ bbox=[1038, 451, 1227, 538]
taxi-row bbox=[295, 1111, 470, 1124]
crossword-cell[interactable] bbox=[525, 1006, 546, 1026]
anecdote-text: Η Μαίρη ήταν έρωτευμένη μέ τόν Πέτρο, άλλά δέν ήξερε πώς νά τού τό πή... bbox=[295, 534, 470, 566]
taxi-note: Σύνεργα bbox=[363, 1161, 402, 1170]
poem-text: Όταν δέν τί θαρρώ πώς χειλιών μου μιά ημέρα θά χαθώ... Σάν έκείνα τά αγαπημένα όνειρα, σάν τά λουλούδια πού άνθίζουν στό φώς... bbox=[295, 303, 470, 346]
subheading: Θέατρα Τέχνης bbox=[825, 450, 938, 465]
crossword-cell[interactable] bbox=[483, 1006, 504, 1026]
taxi-phone: 35-114 bbox=[434, 1111, 470, 1122]
crossword-cell[interactable] bbox=[649, 1046, 669, 1066]
section-title: ΤΟ ΑΝΕΚΔΟΤΟΝ bbox=[295, 463, 470, 482]
article-paragraph: ΚΑΤΑ ΠΛΗΡΟΦΟΡΙΑΣ τής όποίας άναγράφει έφημερίς τής Ρόδου, γιά μουσουλμανικά σχολεία τής Ρόδου καί τής Κώ νά ζητούν χρηματοδότησιν καί συντηρούνται άπό τό Ελληνικόν Δημόσιον... bbox=[34, 153, 283, 215]
crossword-cell[interactable] bbox=[525, 1086, 546, 1106]
article-paragraph: Καί τώρα γυρίζουμε πίσω, λέει έκείνη, καί έγώ σκέφτομαι. Σκεφτόμουν στην αρχή όσα μού είχε πεί... bbox=[34, 1828, 273, 1860]
crossword-cell[interactable] bbox=[608, 1086, 629, 1106]
article-paragraph: Ναί, βέβαια, τήν έχω δεί. Έρχεται κάθε μέρα σ' αυτό τό μαγαζί. Είναι ένα κορίτσι πού δέν... bbox=[1235, 1161, 1578, 1181]
crossword-cell[interactable] bbox=[504, 1086, 525, 1106]
crossword-numbers: 1 2 3 4 5 6 7 8 9 bbox=[493, 983, 680, 1004]
taxi-row bbox=[295, 1011, 470, 1024]
article-paragraph: Αρχίζουν τήν Κυριακήν αί έκδηλώσεις των χορωδιών τής Μακεδονίας... bbox=[1235, 349, 1403, 381]
article-paragraph: Μέ τήν παράστασιν τής Τραγωδίας θά κλείσει ή φετινή περίοδος των Φεστιβάλ... bbox=[761, 204, 1030, 229]
crossword-cell[interactable] bbox=[525, 1066, 546, 1086]
saints-info: Άνθιμου Οσιομάρτυρος, Χαρίτωνος, Φοίβης bbox=[300, 122, 465, 142]
section-subtitle: Β' προβολής bbox=[1091, 543, 1175, 557]
crossword-cell[interactable] bbox=[504, 1146, 525, 1165]
article-paragraph: Τήν Πέμπτην συνέρχεται είς τό Ιδρυμα Μελετών τής Χερσονήσου του Αίμου ή ορχήστρα δωματίου... bbox=[1235, 299, 1403, 331]
crossword-cell[interactable] bbox=[629, 1086, 650, 1106]
separator: * * * bbox=[146, 733, 170, 747]
article-paragraph: Καί τώρα γυρίζουμε πίσω, λέει έκείνη, καί έγώ σκέφτομαι. Σκεφτόμουν στην αρχή όσα μού είχε πεί... bbox=[283, 1865, 522, 1897]
taxi-row bbox=[295, 1136, 470, 1149]
crossword-cell[interactable] bbox=[483, 1066, 504, 1086]
article-paragraph: Ο ΠΑΛΑΙΟΣ συνεργάτης μου, κ. Ευδόξιος Μπουντίνας, μού έπιστέλλει γράφοντας: «Διαβάζω έμείς στήν σελίδα μας...» bbox=[34, 749, 283, 786]
taxi-row bbox=[295, 1024, 470, 1037]
taxi-row bbox=[295, 1074, 470, 1087]
director-label: Διευθυντής Υπηρεσίας bbox=[331, 163, 434, 173]
crossword-cell[interactable] bbox=[629, 1106, 650, 1126]
article-paragraph: Καί τώρα γυρίζουμε πίσω, λέει έκείνη, καί έγώ σκέφτομαι. Σκεφτόμουν στην αρχή όσα μού είχε πεί... bbox=[283, 1938, 522, 1970]
section-subtitle: ΠΟΛΥ ΕΥΚΟΛΟ bbox=[340, 484, 425, 495]
crossword-cell[interactable] bbox=[525, 1126, 546, 1146]
